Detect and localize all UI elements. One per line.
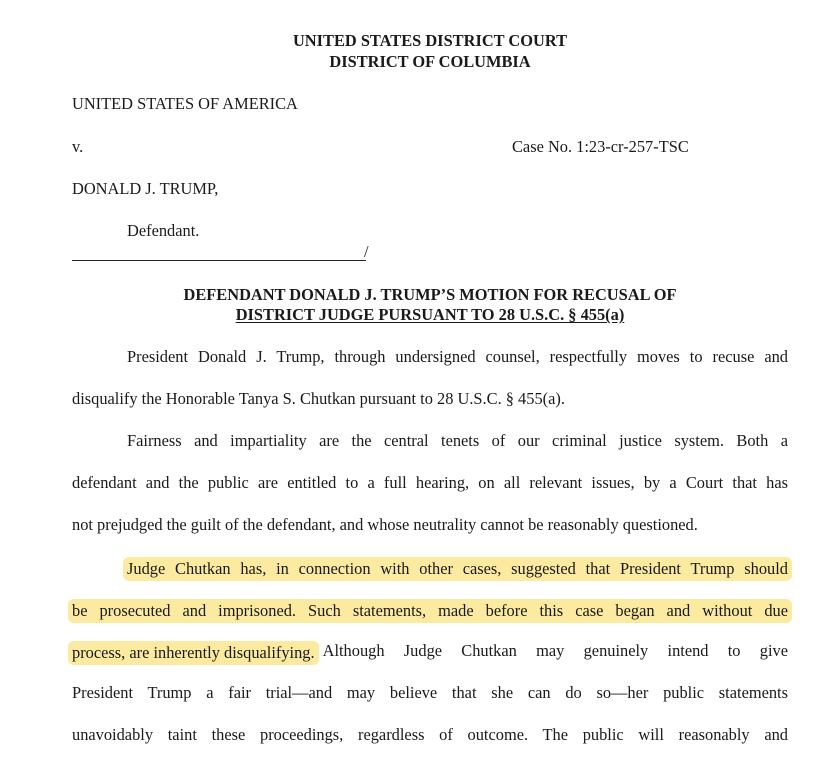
- versus-label: v.: [72, 137, 84, 156]
- paragraph-1-line-2: disqualify the Honorable Tanya S. Chutkan pursuant to 28 U.S.C. § 455(a).: [72, 389, 565, 408]
- highlight-span-3: process, are inherently disqualifying.: [68, 641, 319, 665]
- highlight-span-2: be prosecuted and imprisoned. Such statements, made before this case began and without due: [68, 599, 792, 623]
- paragraph-3-line-5: unavoidably taint these proceedings, regardless of outcome. The public will reasonably and: [72, 725, 788, 744]
- paragraph-3-line-2: [72, 599, 788, 623]
- paragraph-3-line-3-rest: Although Judge Chutkan may genuinely intend to give: [322, 641, 788, 660]
- highlight-span-1: Judge Chutkan has, in connection with other cases, suggested that President Trump should: [123, 557, 792, 581]
- caption-slash: /: [364, 242, 369, 261]
- motion-title-line-1: DEFENDANT DONALD J. TRUMP’S MOTION FOR RECUSAL OF: [183, 285, 677, 304]
- defendant-role: Defendant.: [127, 221, 200, 240]
- paragraph-2-line-2: defendant and the public are entitled to a full hearing, on all relevant issues, by a Court that has: [72, 473, 788, 492]
- plaintiff-name: UNITED STATES OF AMERICA: [72, 94, 298, 113]
- paragraph-2-line-3: not prejudged the guilt of the defendant, and whose neutrality cannot be reasonably questioned.: [72, 515, 698, 534]
- motion-title-line-2: [0, 305, 840, 325]
- court-name: UNITED STATES DISTRICT COURT: [292, 31, 568, 50]
- paragraph-3-line-4: President Trump a fair trial—and may believe that she can do so—her public statements: [72, 683, 788, 702]
- case-number: Case No. 1:23-cr-257-TSC: [512, 137, 689, 156]
- paragraph-3-line-1: [127, 557, 788, 581]
- caption-divider-line: [72, 260, 366, 261]
- paragraph-1-line-1: President Donald J. Trump, through undersigned counsel, respectfully moves to recuse and: [127, 347, 788, 366]
- motion-title-line-2-text: DISTRICT JUDGE PURSUANT TO 28 U.S.C. § 455(a): [235, 305, 625, 324]
- defendant-name: DONALD J. TRUMP,: [72, 179, 219, 198]
- court-district: DISTRICT OF COLUMBIA: [329, 52, 531, 71]
- paragraph-3-line-3: [72, 641, 788, 665]
- paragraph-2-line-1: Fairness and impartiality are the central tenets of our criminal justice system. Both a: [127, 431, 788, 450]
